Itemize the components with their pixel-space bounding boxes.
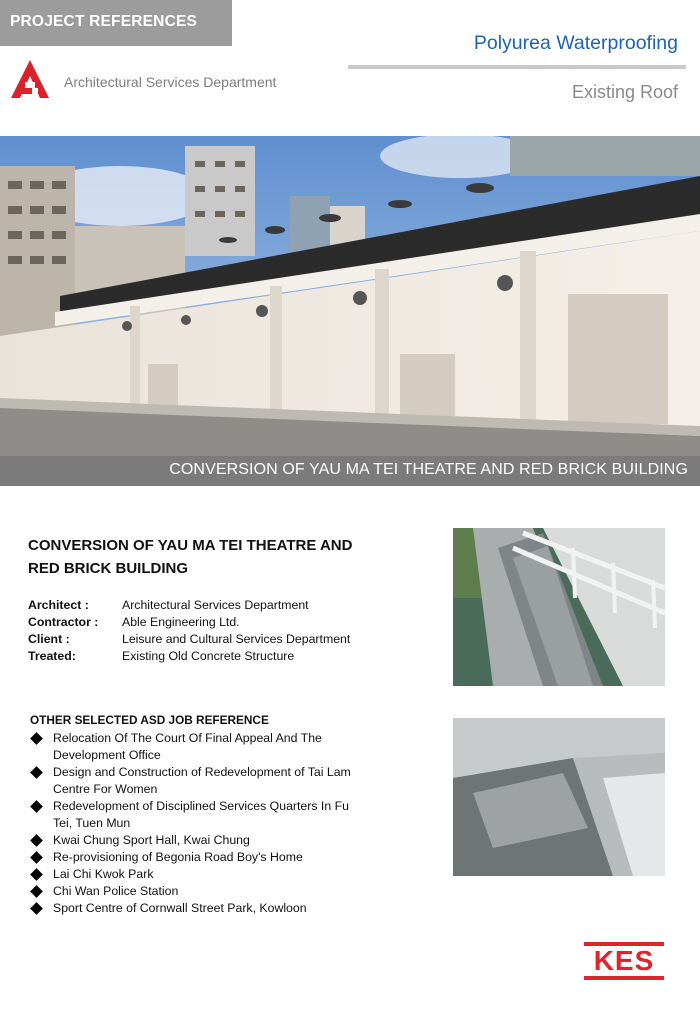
list-item-text: Lai Chi Kwok Park: [53, 867, 154, 881]
detail-row-contractor: [28, 614, 350, 631]
detail-value: Existing Old Concrete Structure: [122, 649, 295, 663]
list-item: [30, 883, 360, 900]
title-divider: [348, 65, 686, 69]
detail-row-architect: [28, 597, 350, 614]
list-item-text: Redevelopment of Disciplined Services Quarters In Fu Tei, Tuen Mun: [53, 799, 349, 830]
product-title: Polyurea Waterproofing: [473, 32, 678, 54]
asd-logo-icon: [8, 58, 52, 102]
diamond-bullet-icon: [30, 902, 43, 915]
list-item-text: Design and Construction of Redevelopment of Tai Lam Centre For Women: [53, 765, 351, 796]
diamond-bullet-icon: [30, 851, 43, 864]
list-item: [30, 798, 360, 832]
detail-value: Architectural Services Department: [122, 598, 309, 612]
diamond-bullet-icon: [30, 885, 43, 898]
hero-caption: CONVERSION OF YAU MA TEI THEATRE AND RED BRICK BUILDING: [0, 456, 700, 486]
detail-label: Contractor :: [28, 615, 99, 629]
department-name: Architectural Services Department: [64, 74, 277, 90]
sub-title: Existing Roof: [571, 82, 678, 102]
list-item: [30, 866, 360, 883]
list-item: [30, 764, 360, 798]
list-item-text: Chi Wan Police Station: [53, 884, 179, 898]
list-item: [30, 900, 360, 917]
other-references-list: [30, 730, 360, 917]
other-references-heading: OTHER SELECTED ASD JOB REFERENCE: [30, 713, 269, 727]
project-details: [28, 597, 350, 665]
detail-row-treated: [28, 648, 350, 665]
gutter-photo: [453, 528, 665, 686]
section-tab: PROJECT REFERENCES: [0, 0, 232, 46]
diamond-bullet-icon: [30, 868, 43, 881]
detail-value: Leisure and Cultural Services Department: [122, 632, 351, 646]
detail-value: Able Engineering Ltd.: [122, 615, 240, 629]
diamond-bullet-icon: [30, 800, 43, 813]
list-item: [30, 832, 360, 849]
list-item-text: Sport Centre of Cornwall Street Park, Kowloon: [53, 901, 307, 915]
diamond-bullet-icon: [30, 732, 43, 745]
detail-label: Client :: [28, 632, 70, 646]
project-title: CONVERSION OF YAU MA TEI THEATRE AND RED BRICK BUILDING: [28, 537, 353, 577]
diamond-bullet-icon: [30, 834, 43, 847]
detail-label: Treated:: [28, 649, 76, 663]
list-item-text: Re-provisioning of Begonia Road Boy's Home: [53, 850, 303, 864]
detail-row-client: [28, 631, 350, 648]
hero-photo: [0, 136, 700, 486]
coating-closeup-photo: [453, 718, 665, 876]
list-item: [30, 849, 360, 866]
list-item: [30, 730, 360, 764]
detail-label: Architect :: [28, 598, 89, 612]
list-item-text: Kwai Chung Sport Hall, Kwai Chung: [53, 833, 250, 847]
list-item-text: Relocation Of The Court Of Final Appeal And The Development Office: [53, 731, 322, 762]
kes-logo-bottom-bar: [584, 976, 664, 980]
kes-logo: KES: [593, 945, 655, 976]
diamond-bullet-icon: [30, 766, 43, 779]
